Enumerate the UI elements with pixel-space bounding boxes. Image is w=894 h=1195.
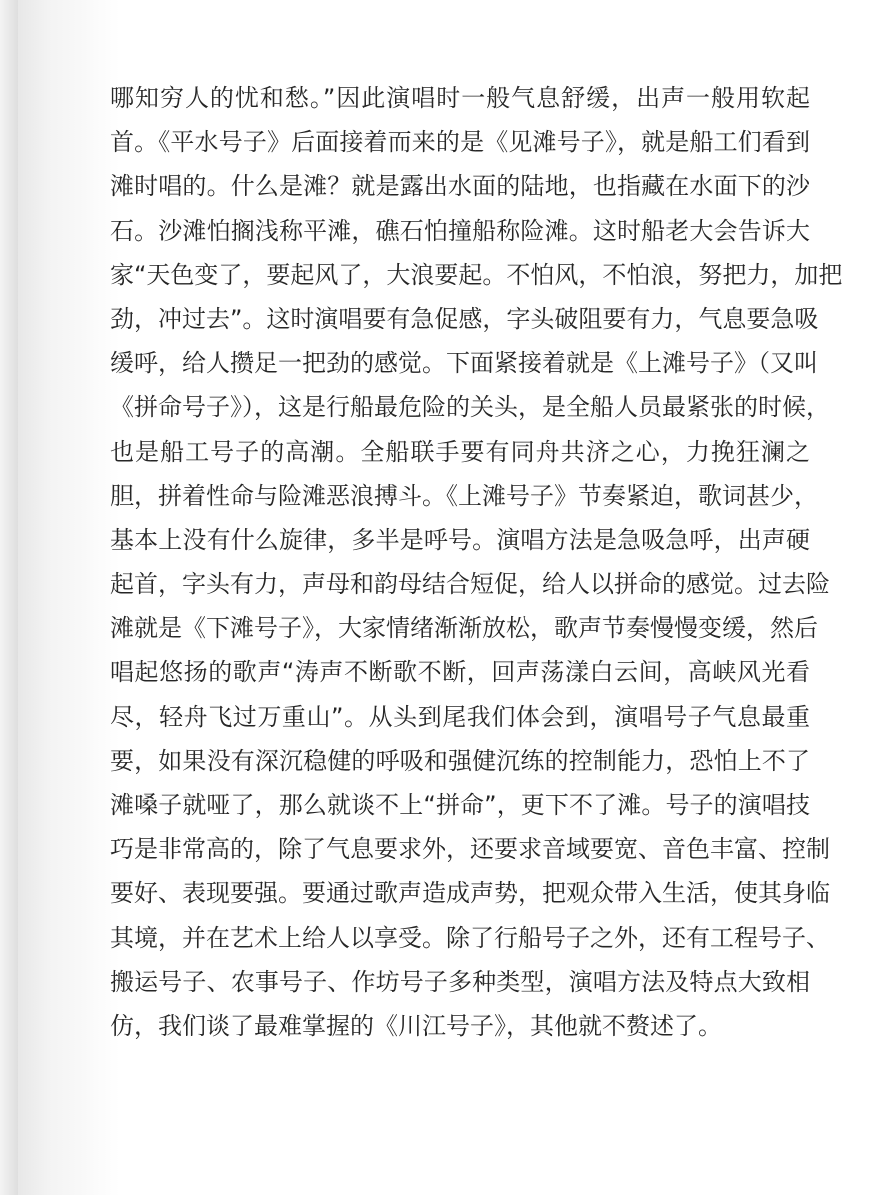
text-line: 胆，拼着性命与险滩恶浪搏斗。《上滩号子》节奏紧迫，歌词甚少， [110,481,818,510]
text-line: 要好、表现要强。要通过歌声造成声势，把观众带入生活，使其身临 [110,879,830,908]
text-line: 滩时唱的。什么是滩？就是露出水面的陆地，也指藏在水面下的沙 [110,172,810,201]
page-gutter-shadow [0,0,120,1195]
text-line: 滩就是《下滩号子》，大家情绪渐渐放松，歌声节奏慢慢变缓，然后 [110,614,818,643]
body-text [110,76,843,1048]
text-line: 劲，冲过去”。这时演唱要有急促感，字头破阻要有力，气息要急吸 [110,304,819,333]
text-line: 基本上没有什么旋律，多半是呼号。演唱方法是急吸急呼，出声硬 [110,525,810,554]
text-line: 滩嗓子就哑了，那么就谈不上“拼命”，更下不了滩。号子的演唱技 [110,791,810,819]
text-line: 起首，字头有力，声母和韵母结合短促，给人以拼命的感觉。过去险 [110,570,830,599]
text-line: 唱起悠扬的歌声“涛声不断歌不断，回声荡漾白云间，高峡风光看 [110,658,810,687]
page-edge [0,0,18,1195]
text-line: 仿，我们谈了最难掌握的《川江号子》，其他就不赘述了。 [110,1011,722,1040]
text-line: 尽，轻舟飞过万重山”。从头到尾我们体会到，演唱号子气息最重 [110,702,810,731]
text-line: 其境，并在艺术上给人以享受。除了行船号子之外，还有工程号子、 [110,923,830,952]
text-line: 家“天色变了，要起风了，大浪要起。不怕风，不怕浪，努把力，加把 [110,260,843,289]
text-line: 首。《平水号子》后面接着而来的是《见滩号子》，就是船工们看到 [110,128,810,157]
text-line: 《拼命号子》），这是行船最危险的关头，是全船人员最紧张的时候， [110,393,830,422]
text-line: 要，如果没有深沉稳健的呼吸和强健沉练的控制能力，恐怕上不了 [110,746,810,775]
text-line: 也是船工号子的高潮。全船联手要有同舟共济之心，力挽狂澜之 [110,437,810,466]
text-line: 搬运号子、农事号子、作坊号子多种类型，演唱方法及特点大致相 [110,967,810,996]
text-line: 石。沙滩怕搁浅称平滩，礁石怕撞船称险滩。这时船老大会告诉大 [110,216,810,245]
text-line: 巧是非常高的，除了气息要求外，还要求音域要宽、音色丰富、控制 [110,835,830,864]
text-line: 哪知穷人的忧和愁。”因此演唱时一般气息舒缓，出声一般用软起 [110,84,810,112]
text-line: 缓呼，给人攒足一把劲的感觉。下面紧接着就是《上滩号子》（又叫 [110,349,818,378]
